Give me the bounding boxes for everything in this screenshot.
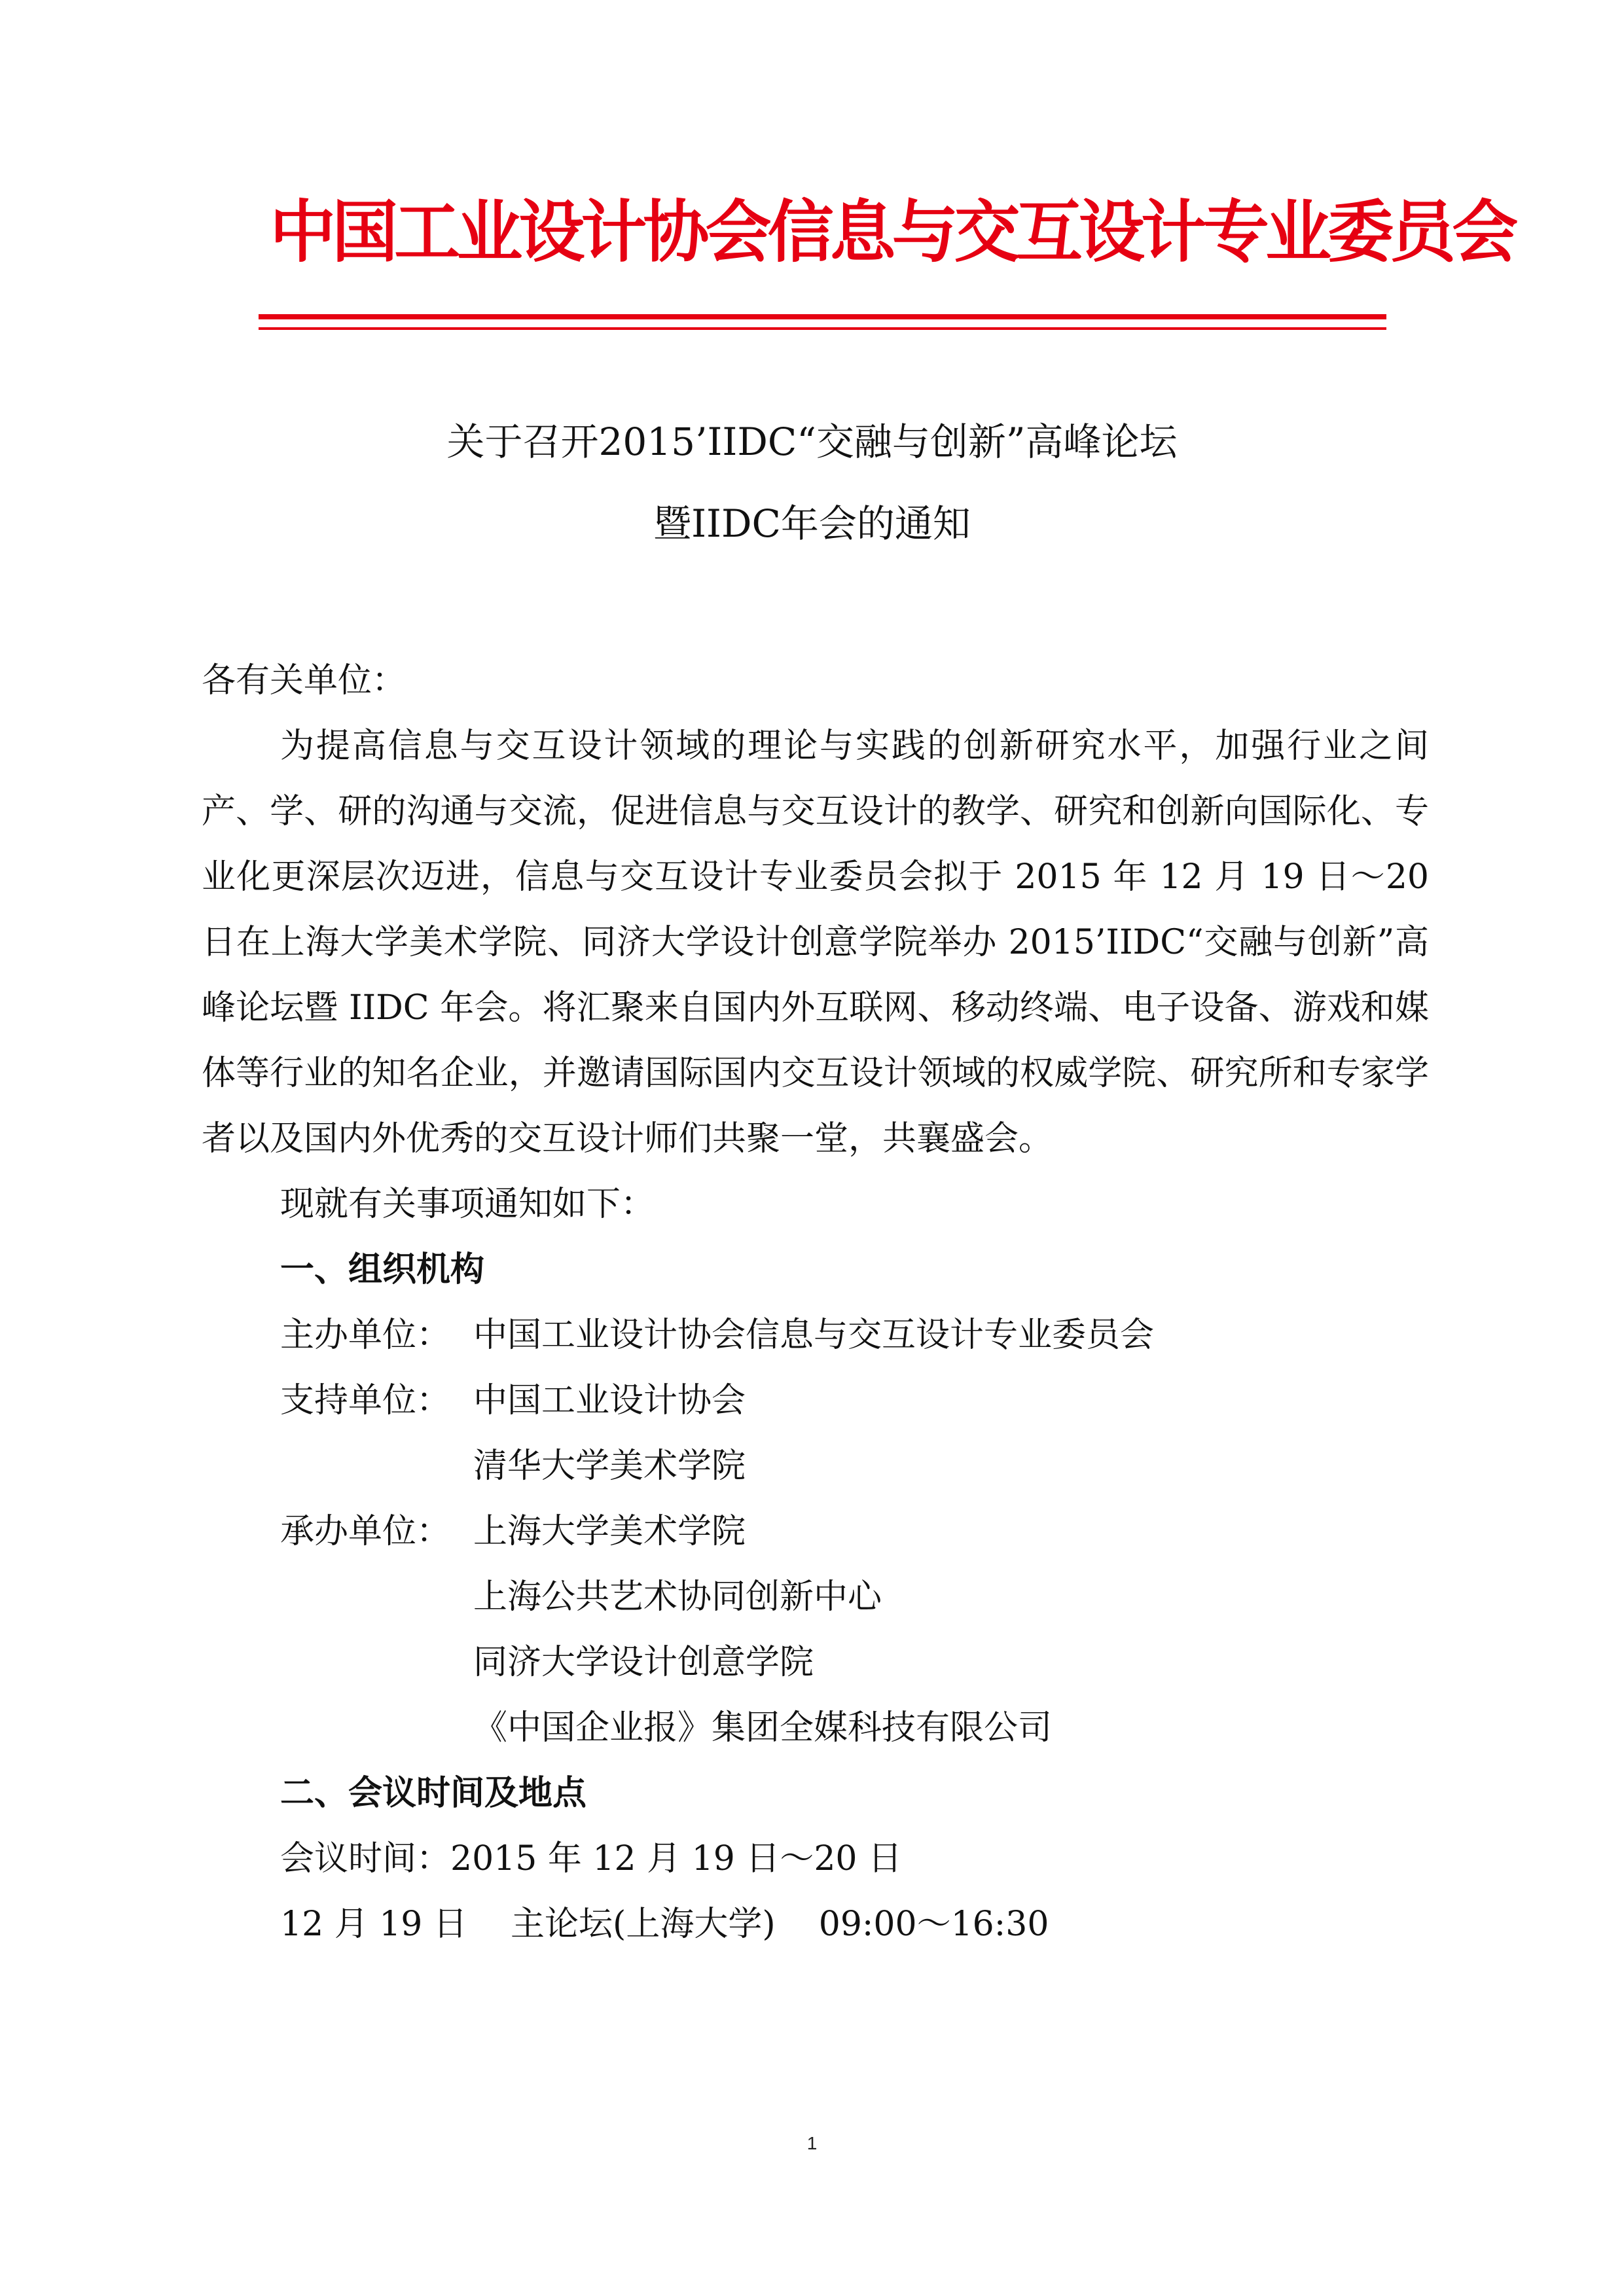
supporter-item: 中国工业设计协会 [473,1381,746,1420]
supporters-row [202,1368,1429,1499]
page-number: 1 [806,2133,818,2153]
intro-paragraph: 为提高信息与交互设计领域的理论与实践的创新研究水平，加强行业之间产、学、研的沟通与交流，促进信息与交互设计的教学、研究和创新向国际化、专业化更深层次迈进，信息与交互设计专业委员会拟于 2015 年 12 月 19 日～20 日在上海大学美术学院、同济大学设计创意学院举办 2015’IIDC“交融与创新”高峰论坛暨 IIDC 年会。将汇聚来自国内外互联网、移动终端、电子设备、游戏和媒体等行业的知名企业，并邀请国际国内交互设计领域的权威学院、研究所和专家学者以及国内外优秀的交互设计师们共聚一堂，共襄盛会。 [202,726,1429,1158]
letterhead-org-name: 中国工业设计协会信息与交互设计专业委员会 [270,193,1515,272]
notice-line: 现就有关事项通知如下： [280,1185,655,1224]
hosts-row [202,1499,1429,1761]
organizer-item: 中国工业设计协会信息与交互设计专业委员会 [473,1316,1155,1355]
salutation: 各有关单位： [202,661,406,700]
section-heading-organization: 一、组织机构 [280,1250,485,1289]
organizer-row [202,1302,1429,1368]
organizer-label: 主办单位： [280,1316,451,1355]
supporters-label: 支持单位： [280,1381,451,1420]
document-body [202,648,1429,1957]
meeting-schedule-line: 12 月 19 日 主论坛(上海大学) 09:00～16:30 [280,1905,1049,1944]
hosts-list [473,1499,1052,1761]
letterhead-rule-thick [259,314,1386,319]
host-item: 上海大学美术学院 [473,1512,746,1551]
document-title-line-1: 关于召开2015’IIDC“交融与创新”高峰论坛 [446,420,1178,464]
document-title-line-2: 暨IIDC年会的通知 [653,501,971,546]
meeting-time-line: 会议时间：2015 年 12 月 19 日～20 日 [280,1839,903,1878]
host-item: 同济大学设计创意学院 [473,1643,814,1682]
supporter-item: 清华大学美术学院 [473,1446,746,1486]
supporters-list [473,1368,746,1499]
host-item: 《中国企业报》集团全媒科技有限公司 [473,1708,1053,1748]
section-heading-time-place: 二、会议时间及地点 [280,1774,587,1813]
hosts-label: 承办单位： [280,1512,451,1551]
organizer-list [473,1302,1154,1368]
host-item: 上海公共艺术协同创新中心 [473,1577,882,1617]
letterhead-rule-thin [259,327,1386,330]
